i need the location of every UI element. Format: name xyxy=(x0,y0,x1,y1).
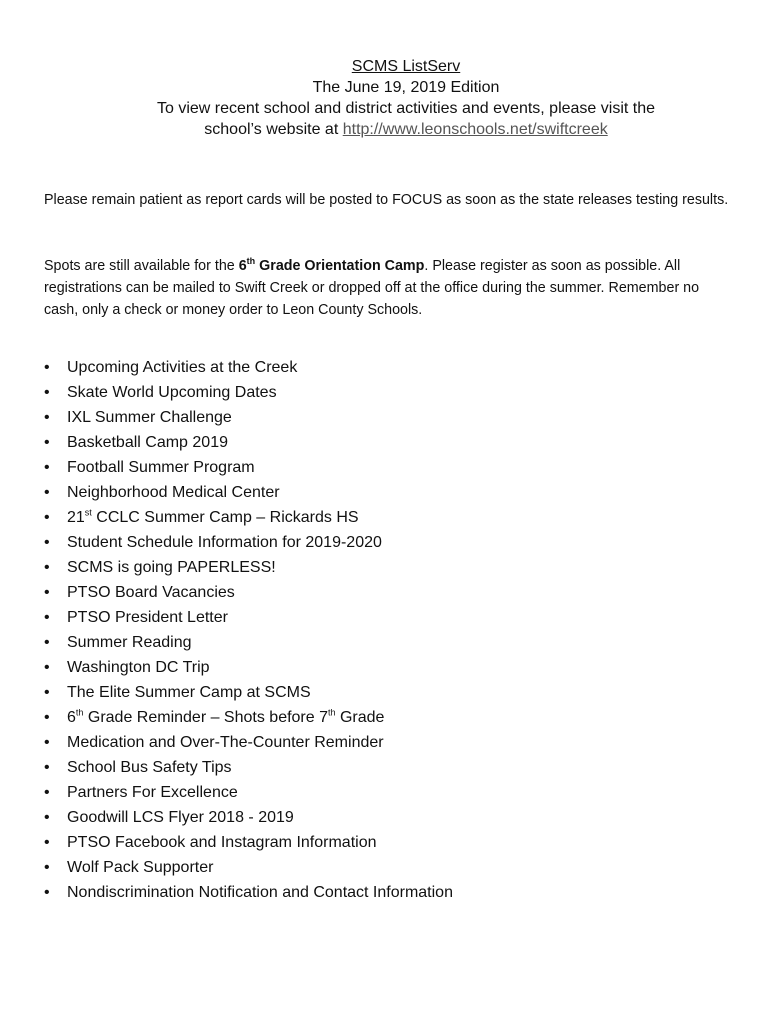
website-prefix: school’s website at xyxy=(204,121,343,138)
bullet-icon: • xyxy=(44,584,50,601)
list-item: • Student Schedule Information for 2019-2020 xyxy=(44,530,453,555)
bullet-icon: • xyxy=(44,384,50,401)
list-item: • PTSO Board Vacancies xyxy=(44,580,453,605)
camp-intro-text: Spots are still available for the xyxy=(44,258,239,274)
bullet-icon: • xyxy=(44,359,50,376)
list-item: • Basketball Camp 2019 xyxy=(44,430,453,455)
list-item: • IXL Summer Challenge xyxy=(44,405,453,430)
camp-name: 6th Grade Orientation Camp xyxy=(238,256,425,274)
list-item: • PTSO Facebook and Instagram Information xyxy=(44,830,453,855)
list-item: • Upcoming Activities at the Creek xyxy=(44,355,453,380)
bullet-icon: • xyxy=(44,759,50,776)
bullet-icon: • xyxy=(44,484,50,501)
list-item: • Skate World Upcoming Dates xyxy=(44,380,453,405)
bullet-icon: • xyxy=(44,709,50,726)
bullet-icon: • xyxy=(44,559,50,576)
bullet-icon: • xyxy=(44,409,50,426)
list-item: • The Elite Summer Camp at SCMS xyxy=(44,680,453,705)
bullet-icon: • xyxy=(44,734,50,751)
bullet-icon: • xyxy=(44,434,50,451)
topics-list xyxy=(44,355,453,905)
list-item: • Neighborhood Medical Center xyxy=(44,480,453,505)
edition-line: The June 19, 2019 Edition xyxy=(312,79,500,96)
list-item: • Summer Reading xyxy=(44,630,453,655)
bullet-icon: • xyxy=(44,884,50,901)
bullet-icon: • xyxy=(44,834,50,851)
bullet-icon: • xyxy=(44,459,50,476)
report-cards-paragraph: Please remain patient as report cards will be posted to FOCUS as soon as the state releases testing results. xyxy=(44,192,729,208)
list-item: • Football Summer Program xyxy=(44,455,453,480)
bullet-icon: • xyxy=(44,534,50,551)
list-item: • Washington DC Trip xyxy=(44,655,453,680)
orientation-camp-paragraph xyxy=(44,255,734,321)
list-item: • SCMS is going PAPERLESS! xyxy=(44,555,453,580)
list-item: • Partners For Excellence xyxy=(44,780,453,805)
visit-line: To view recent school and district activities and events, please visit the xyxy=(156,100,656,117)
list-item: • School Bus Safety Tips xyxy=(44,755,453,780)
list-item: • 21st CCLC Summer Camp – Rickards HS xyxy=(44,505,453,530)
bullet-icon: • xyxy=(44,609,50,626)
school-website-link[interactable]: http://www.leonschools.net/swiftcreek xyxy=(342,121,608,138)
header-block xyxy=(0,56,770,140)
list-item: • PTSO President Letter xyxy=(44,605,453,630)
list-item: • Nondiscrimination Notification and Contact Information xyxy=(44,880,453,905)
website-line xyxy=(0,119,770,140)
list-item: • Medication and Over-The-Counter Reminder xyxy=(44,730,453,755)
bullet-icon: • xyxy=(44,634,50,651)
list-item: • Wolf Pack Supporter xyxy=(44,855,453,880)
bullet-icon: • xyxy=(44,509,50,526)
listserv-title: SCMS ListServ xyxy=(351,58,461,75)
bullet-icon: • xyxy=(44,809,50,826)
camp-details-text: . Please register as soon as possible. All registrations can be mailed to Swift Creek or dropped off at the office during the summer. Remember no cash, only a check or money order to Leon County Schools. xyxy=(44,258,700,318)
bullet-icon: • xyxy=(44,784,50,801)
list-item: • Goodwill LCS Flyer 2018 - 2019 xyxy=(44,805,453,830)
list-item: • 6th Grade Reminder – Shots before 7th Grade xyxy=(44,705,453,730)
bullet-icon: • xyxy=(44,684,50,701)
bullet-icon: • xyxy=(44,659,50,676)
bullet-icon: • xyxy=(44,859,50,876)
